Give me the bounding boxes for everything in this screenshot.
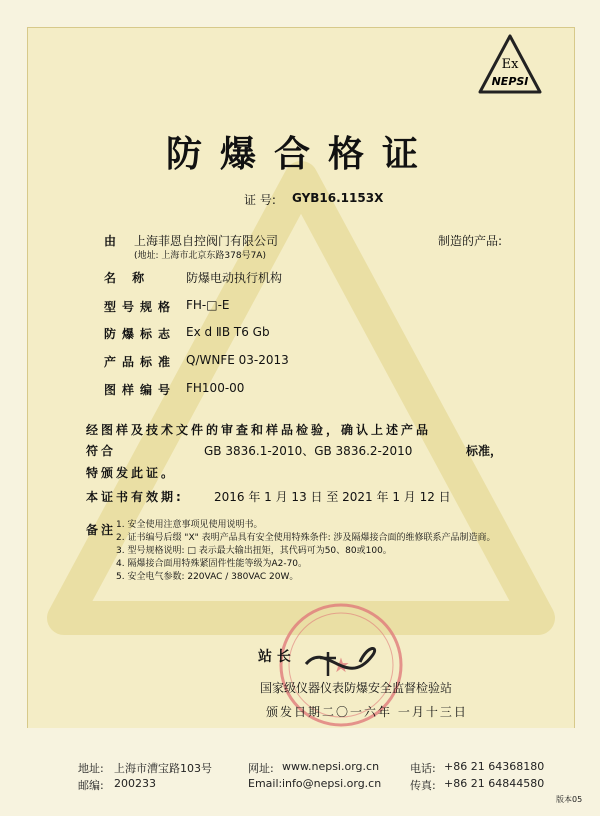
notes-list [116,519,496,584]
statement-standards: GB 3836.1-2010、GB 3836.2-2010 [204,444,413,458]
footer-email-label: Email: [248,777,283,790]
field-label: 型号规格 [104,300,177,314]
certificate [27,27,575,757]
validity-label: 本证书有效期: [86,490,184,504]
statement-standard-suffix: 标准， [466,444,503,458]
footer-fax: +86 21 64844580 [444,777,545,790]
svg-text:★: ★ [332,653,350,677]
footer-web-link[interactable]: www.nepsi.org.cn [282,760,380,773]
svg-text:NEPSI: NEPSI [491,75,529,88]
maker-prefix: 由 [104,234,117,248]
footer-version: 版本05 [556,795,583,804]
field-value: Ex d ⅡB T6 Gb [186,325,270,339]
maker-address: (地址: 上海市北京东路378号7A) [134,251,266,261]
footer-web-label: 网址: [248,762,274,775]
footer-zip: 200233 [114,777,156,790]
svg-text:Ex: Ex [501,57,519,72]
footer-address-label: 地址: [78,762,104,775]
cert-no: GYB16.1153X [292,191,384,205]
validity-period: 2016 年 1 月 13 日 至 2021 年 1 月 12 日 [214,490,451,504]
field-value: FH-□-E [186,298,230,312]
footer-zip-label: 邮编: [78,779,104,792]
field-value: 防爆电动执行机构 [186,271,283,285]
maker-suffix: 制造的产品: [438,234,503,248]
field-label: 防爆标志 [104,327,177,341]
note-item: 2. 证书编号后缀 "X" 表明产品具有安全使用特殊条件: 涉及隔爆接合面的维修联系产品制造商。 [116,533,496,543]
footer-fax-label: 传真: [410,779,436,792]
field-label: 名 称 [104,271,151,285]
field-label: 产品标准 [104,355,177,369]
statement-comply: 符合 [86,444,117,458]
issue-date: 颁发日期二〇一六年 一月十三日 [266,705,468,719]
station-name: 国家级仪器仪表防爆安全监督检验站 [260,681,453,695]
field-label: 图样编号 [104,383,177,397]
page-title: 防爆合格证 [165,133,436,175]
maker-name: 上海菲恩自控阀门有限公司 [134,234,279,248]
footer-tel-label: 电话: [410,762,436,775]
footer-email-link[interactable]: info@nepsi.org.cn [282,777,382,790]
notes-label: 备注 [86,523,117,537]
footer-address: 上海市漕宝路103号 [114,762,212,775]
note-item: 5. 安全电气参数: 220VAC / 380VAC 20W。 [116,572,299,582]
cert-no-label: 证 号: [244,193,276,207]
statement-line-1: 经图样及技术文件的审查和样品检验，确认上述产品 [86,423,432,437]
note-item: 3. 型号规格说明: □ 表示最大输出扭矩，其代码可为50、80或100。 [116,546,392,556]
statement-issue: 特颁发此证。 [86,466,177,480]
footer [0,728,600,816]
note-item: 1. 安全使用注意事项见使用说明书。 [116,520,263,530]
field-value: Q/WNFE 03-2013 [186,353,289,367]
field-value: FH100-00 [186,381,245,395]
note-item: 4. 隔爆接合面用特殊紧固件性能等级为A2-70。 [116,559,308,569]
station-head-label: 站 长 [258,649,291,665]
footer-tel: +86 21 64368180 [444,760,545,773]
nepsi-logo-icon [474,30,546,102]
